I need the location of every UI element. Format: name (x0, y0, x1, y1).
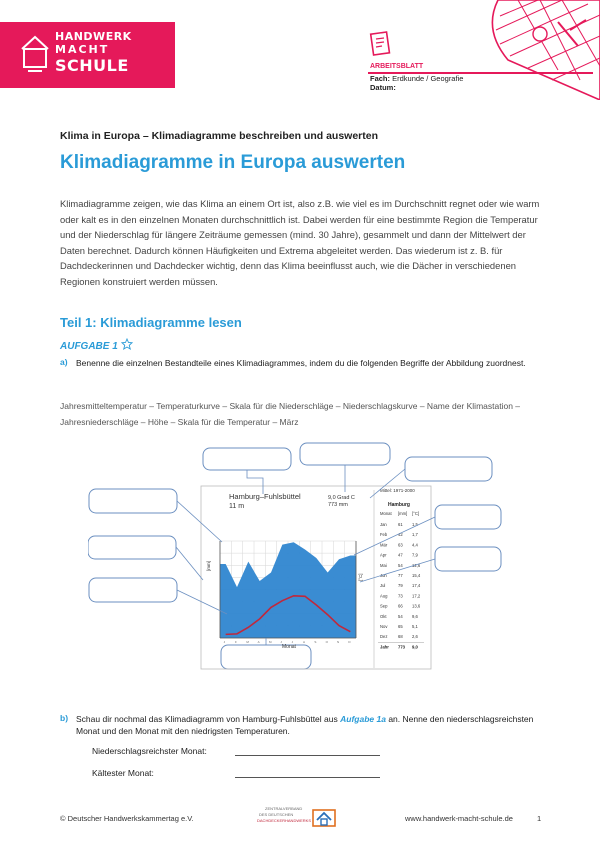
table-cell: 1,7 (412, 532, 418, 538)
precipitation-area (220, 542, 356, 638)
table-cell: 54 (398, 562, 403, 568)
table-cell: Apr (380, 552, 387, 558)
table-cell: 63 (398, 542, 403, 548)
table-header-cell: Monat (380, 511, 392, 516)
task-b-reference: Aufgabe 1a (340, 714, 386, 724)
climate-diagram (88, 442, 508, 672)
table-cell: Sep (380, 603, 388, 609)
subject-key: Fach: (370, 74, 391, 83)
subject-value: Erdkunde / Geografie (392, 74, 464, 83)
month-tick-label: D (348, 640, 351, 644)
table-cell: Aug (380, 593, 388, 599)
answer-box-2[interactable] (300, 443, 390, 465)
terms-list: Jahresmitteltemperatur – Temperaturkurve – Skala für die Niederschläge – Niederschlagskurve – Name der Klimastation – Jahresniederschläge – Höhe – Skala für die Temperatur – März (60, 401, 521, 427)
question-wettest-month: Niederschlagsreichster Monat: (92, 746, 207, 756)
task-a-text: Benenne die einzelnen Bestandteile eines Klimadiagrammes, indem du die folgenden Begriffe der Abbildung zuordnest. (76, 358, 526, 368)
table-cell: 17,4 (412, 583, 421, 589)
table-cell: Feb (380, 532, 388, 538)
section-title: Teil 1: Klimadiagramme lesen (60, 315, 242, 330)
answer-box-9[interactable] (221, 645, 311, 669)
page-title: Klimadiagramme in Europa auswerten (60, 152, 406, 173)
month-tick-label: M (269, 640, 272, 644)
table-cell: Jul (380, 583, 386, 589)
annual-temperature: 9,0 Grad C (328, 495, 355, 501)
table-cell: 65 (398, 624, 403, 629)
table-cell: Mär (380, 542, 388, 548)
answer-box-4[interactable] (89, 489, 177, 513)
y-axis-left-label: [mm] (206, 561, 211, 571)
month-tick-label: A (303, 640, 306, 644)
table-cell: 47 (398, 552, 403, 558)
table-cell: 79 (398, 583, 403, 589)
answer-line-wettest-month[interactable] (235, 755, 380, 756)
answer-box-6[interactable] (88, 536, 176, 559)
table-cell: 4,4 (412, 542, 418, 548)
footer-url[interactable]: www.handwerk-macht-schule.de (405, 814, 513, 823)
month-tick-label: N (337, 640, 340, 644)
task-a-letter: a) (60, 357, 68, 367)
task-b-text-post: an. Nenne den niederschlagsreichsten Monat und den Monat mit den niedrigsten Temperaturen. (76, 714, 534, 736)
table-cell: 15,4 (412, 573, 421, 578)
table-header-cell: [°C] (412, 511, 420, 516)
table-total-cell: 9,0 (412, 644, 418, 650)
partner-logo-line3: DACHDECKERHANDWERKS (257, 818, 312, 823)
plot-area (206, 541, 363, 650)
month-tick-label: J (280, 640, 282, 644)
partner-logo-line1: ZENTRALVERBAND (265, 806, 303, 811)
roof-illustration-icon (478, 0, 600, 100)
table-cell: 7,9 (412, 552, 418, 558)
answer-box-7[interactable] (435, 547, 501, 571)
month-tick-label: F (235, 640, 237, 644)
page-number: 1 (537, 814, 542, 823)
table-cell: 54 (398, 613, 403, 619)
leader-line-6 (176, 547, 203, 580)
table-cell: 42 (398, 532, 403, 538)
logo-text-line2: MACHT (55, 43, 110, 56)
table-cell: 5,1 (412, 624, 418, 629)
page-kicker: Klima in Europa – Klimadiagramme beschreiben und auswerten (60, 130, 379, 142)
task-b-text-pre: Schau dir nochmal das Klimadiagramm von Hamburg-Fuhlsbüttel aus (76, 714, 338, 724)
table-cell: 66 (398, 603, 403, 609)
answer-box-8[interactable] (89, 578, 177, 602)
answer-box-3[interactable] (405, 457, 492, 481)
partner-logo-line2: DES DEUTSCHEN (259, 812, 294, 817)
table-total-cell: Jahr (380, 644, 389, 650)
logo-banner (0, 22, 175, 88)
table-cell: 68 (398, 634, 403, 640)
month-tick-label: S (314, 640, 317, 644)
worksheet-label: ARBEITSBLATT (370, 63, 424, 70)
intro-paragraph: Klimadiagramme zeigen, wie das Klima an einem Ort ist, also z.B. wie viel es im Durchschnitt regnet oder wie warm oder kalt es in den einzelnen Monaten durchschnittlich ist. Dabei werden für eine bestimmte Region die Temperatur und der Niederschlag für längere Zeiträume gemessen (mind. 30 Jahre), gesammelt und dann der Mittelwert der Daten berechnet. Dadurch können Häufigkeiten und Extrema abgeleitet werden. Das wiederum ist z. B. für Dachdeckerinnen und Dachdecker wichtig, denn das Klima beeinflusst auch, wie die Dächer in verschiedenen Regionen konstruiert werden müssen. (60, 198, 540, 287)
station-altitude: 11 m (229, 503, 245, 510)
answer-box-5[interactable] (435, 505, 501, 529)
table-cell: 1,5 (412, 522, 418, 527)
task-b-letter: b) (60, 713, 69, 723)
task-title (60, 338, 133, 352)
table-cell: 61 (398, 522, 403, 527)
table-header-cell: [mm] (398, 511, 408, 516)
month-tick-label: J (223, 640, 226, 644)
table-cell: 13,6 (412, 603, 421, 609)
station-name: Hamburg–Fuhlsbüttel (229, 492, 301, 501)
leader-line-8 (177, 590, 227, 614)
table-cell: 77 (398, 573, 403, 578)
star-outline-icon (121, 338, 133, 350)
logo-text-line3: SCHULE (55, 56, 129, 75)
leader-line-3 (370, 469, 405, 498)
table-total-cell: 773 (398, 644, 405, 650)
table-cell: 73 (398, 593, 403, 599)
subject-line (370, 74, 463, 83)
month-tick-label: J (291, 640, 294, 644)
table-cell: 2,6 (412, 634, 418, 640)
partner-logo (245, 806, 340, 830)
task-title-text: AUFGABE 1 (60, 341, 118, 352)
table-cell: 12,6 (412, 562, 421, 568)
answer-box-1[interactable] (203, 448, 291, 470)
table-cell: Dez (380, 634, 388, 640)
task-b-text (76, 713, 546, 737)
leader-line-4 (177, 501, 222, 542)
tools-logo-icon (18, 31, 52, 79)
table-cell: Jun (380, 573, 387, 578)
data-table (374, 490, 424, 668)
x-axis-label: Monat (282, 644, 296, 650)
table-cell: Nov (380, 624, 388, 629)
table-cell: 9,6 (412, 613, 418, 619)
period-label: Mittel: 1971-2000 (380, 488, 415, 493)
table-cell: 17,2 (412, 593, 421, 599)
date-field: Datum: (370, 83, 396, 92)
answer-line-coldest-month[interactable] (235, 777, 380, 778)
logo-text-line1: HANDWERK (55, 30, 132, 43)
month-tick-label: O (325, 640, 329, 644)
month-tick-label: A (257, 640, 260, 644)
annual-precipitation: 773 mm (328, 502, 348, 508)
footer-copyright: © Deutscher Handwerkskammertag e.V. (60, 814, 194, 823)
table-title: Hamburg (388, 502, 410, 508)
house-logo-icon (311, 808, 337, 828)
document-icon (368, 30, 394, 58)
leader-line-1 (247, 470, 263, 494)
month-tick-label: M (246, 640, 249, 644)
table-cell: Jan (380, 522, 387, 527)
table-cell: Mai (380, 562, 387, 568)
leader-line-5 (354, 517, 435, 555)
question-coldest-month: Kältester Monat: (92, 768, 154, 778)
table-cell: Okt (380, 613, 387, 619)
y-axis-right-label: [°C] (358, 573, 363, 581)
